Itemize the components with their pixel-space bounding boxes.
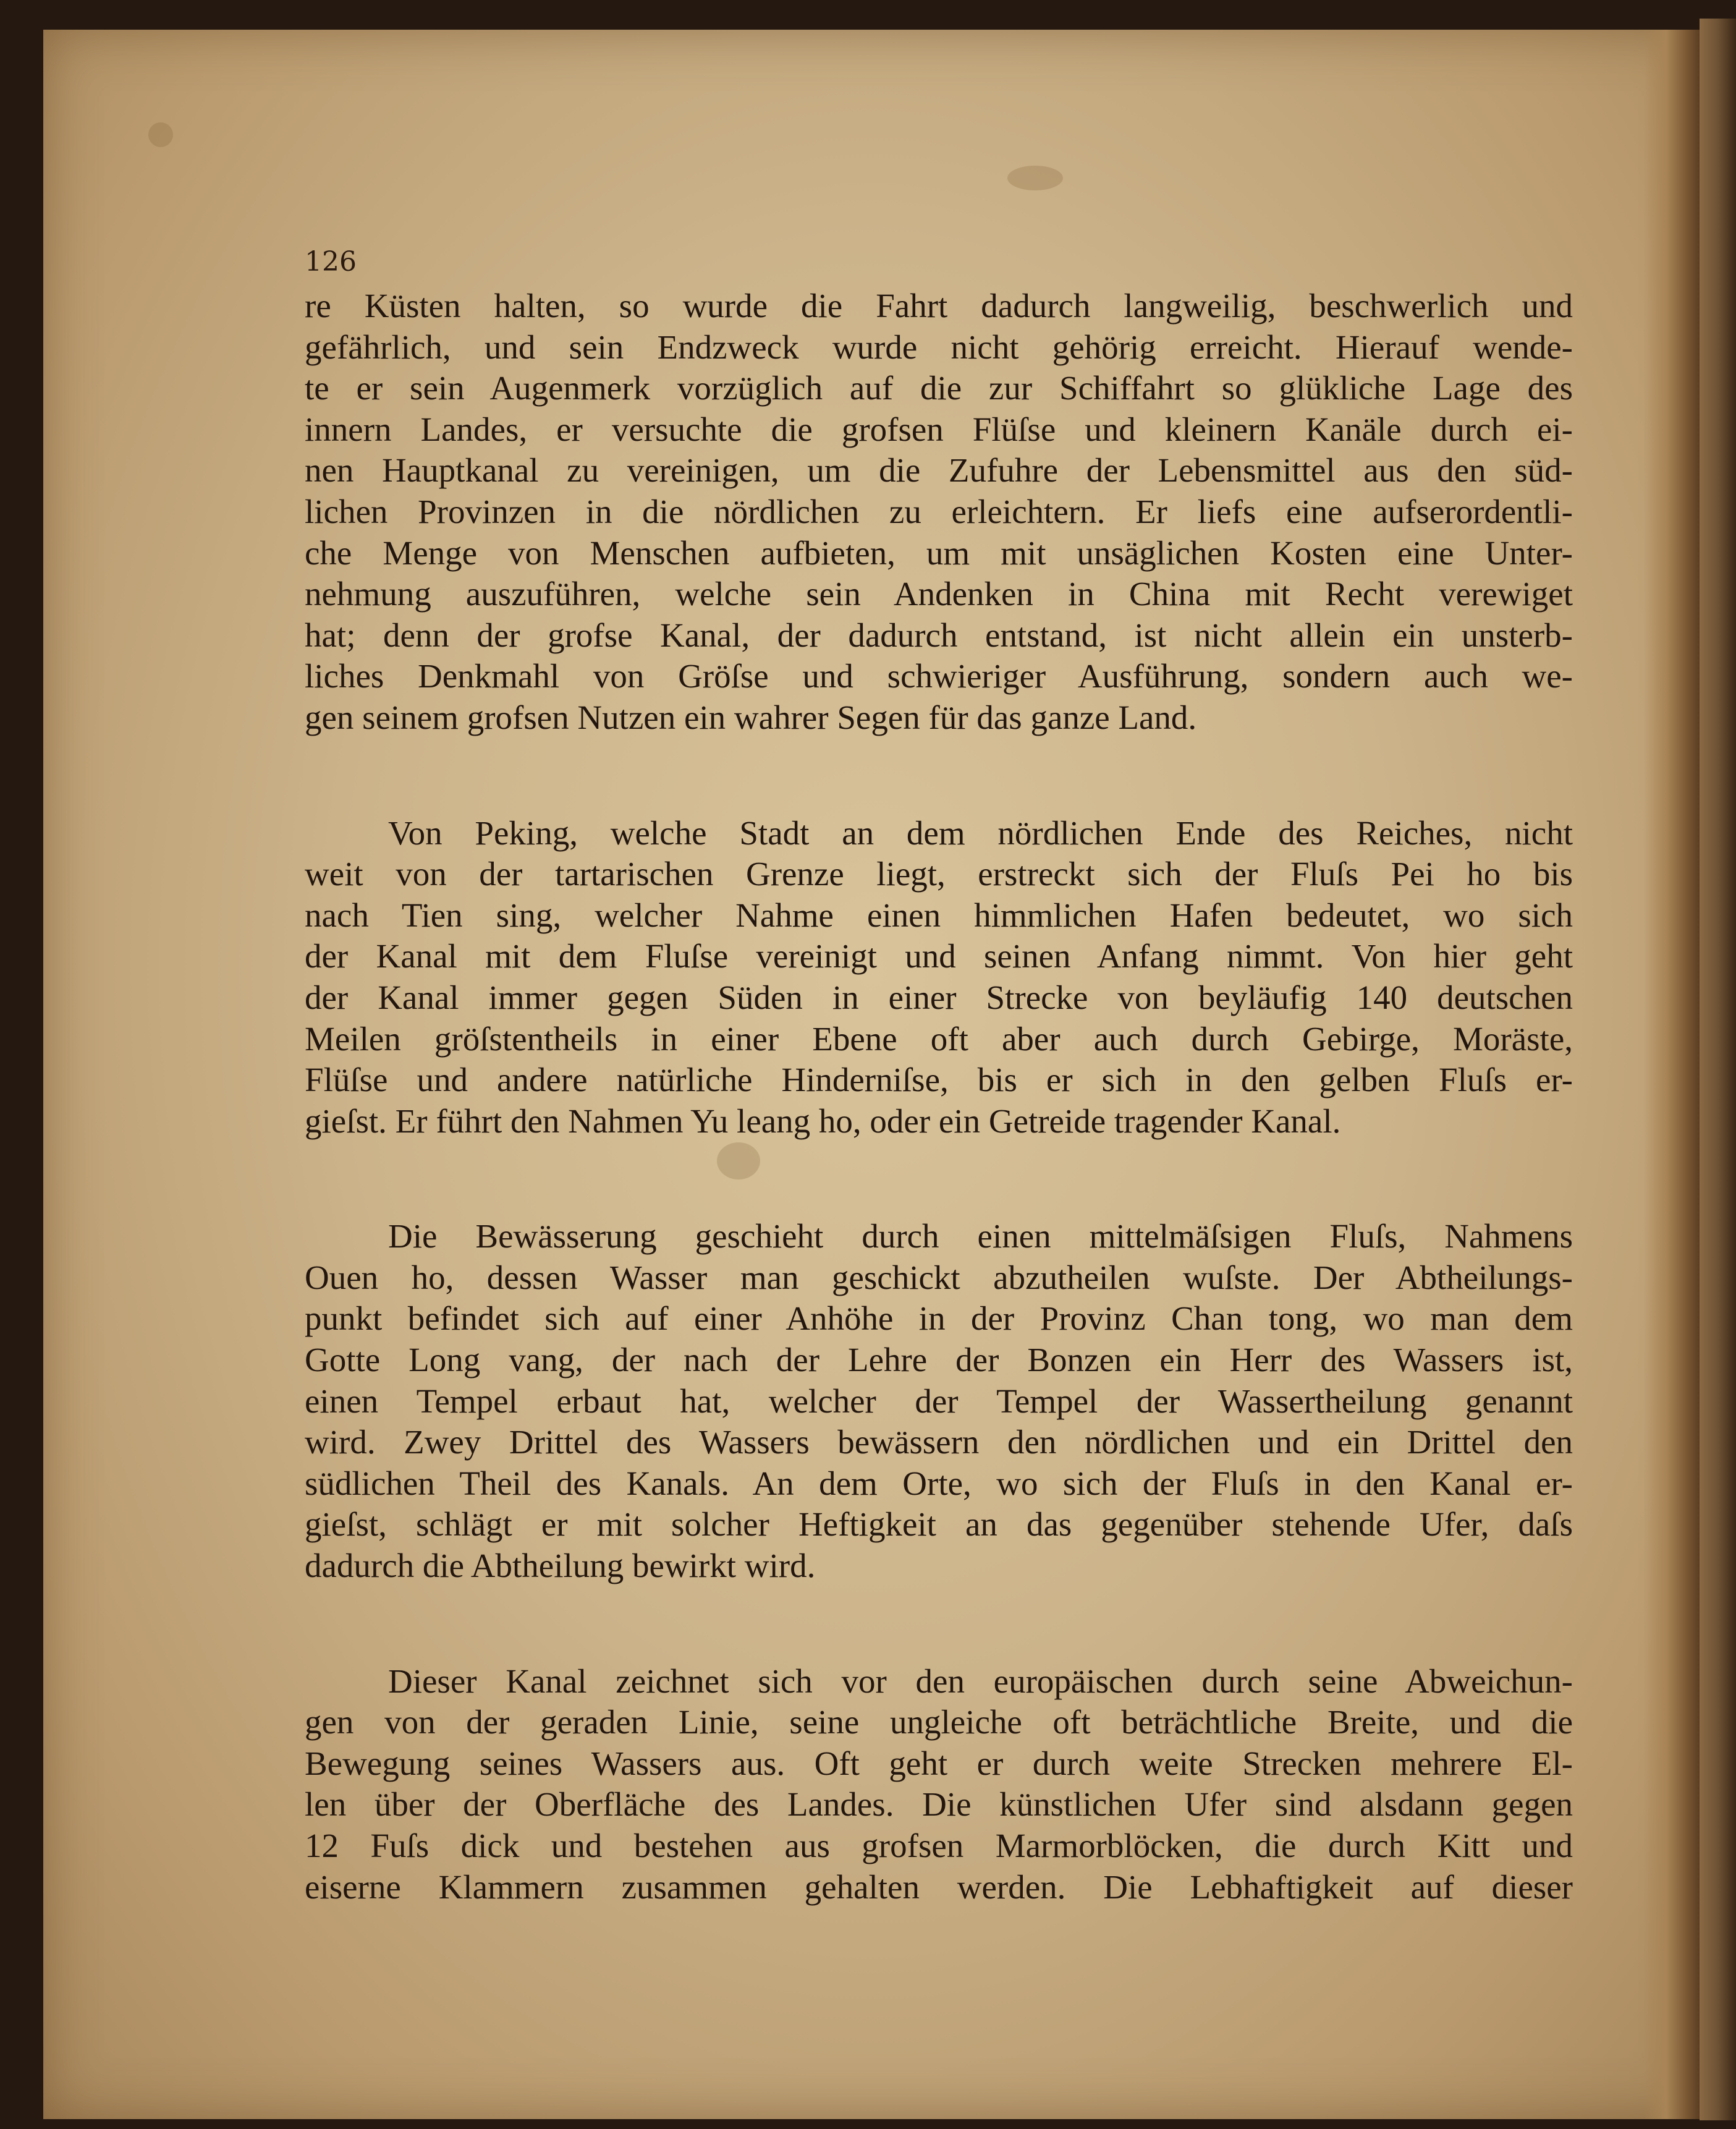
text-line: nehmung auszuführen, welche sein Andenken in China mit Recht verewiget <box>305 575 1573 613</box>
text-line: wird. Zwey Drittel des Wassers bewässern den nördlichen und ein Drittel den <box>305 1423 1573 1461</box>
paper-stain <box>1007 166 1063 190</box>
text-line: che Menge von Menschen aufbieten, um mit unsäglichen Kosten eine Unter- <box>305 533 1573 572</box>
text-line: re Küsten halten, so wurde die Fahrt dadurch langweilig, beschwerlich und <box>305 287 1573 325</box>
text-line: Bewegung seines Wassers aus. Oft geht er durch weite Strecken mehrere El- <box>305 1744 1573 1782</box>
text-line: gen seinem grofsen Nutzen ein wahrer Segen für das ganze Land. <box>305 698 1197 736</box>
text-line: Von Peking, welche Stadt an dem nördlichen Ende des Reiches, nicht <box>388 814 1573 852</box>
text-line: innern Landes, er versuchte die grofsen Flüſse und kleinern Kanäle durch ei- <box>305 410 1573 448</box>
paragraph <box>305 813 1573 1142</box>
text-line: Meilen gröſstentheils in einer Ebene oft aber auch durch Gebirge, Moräste, <box>305 1019 1573 1058</box>
text-line: eiserne Klammern zusammen gehalten werden. Die Lebhaftigkeit auf dieser <box>305 1868 1573 1906</box>
paragraph <box>305 286 1573 739</box>
paragraph-gap <box>305 1587 1573 1661</box>
text-line: dadurch die Abtheilung bewirkt wird. <box>305 1547 816 1585</box>
page-number: 126 <box>305 246 357 278</box>
text-line: gen von der geraden Linie, seine ungleiche oft beträchtliche Breite, und die <box>305 1703 1573 1741</box>
book-edge <box>1700 19 1736 2120</box>
text-line: 12 Fuſs dick und bestehen aus grofsen Marmorblöcken, die durch Kitt und <box>305 1827 1573 1864</box>
text-line: nen Hauptkanal zu vereinigen, um die Zufuhre der Lebensmittel aus den süd- <box>305 451 1573 490</box>
text-line: hat; denn der grofse Kanal, der dadurch entstand, ist nicht allein ein unsterb- <box>305 616 1573 654</box>
text-line: gieſst. Er führt den Nahmen Yu leang ho, oder ein Getreide tragender Kanal. <box>305 1102 1341 1140</box>
text-line: der Kanal immer gegen Süden in einer Strecke von beyläufig 140 deutschen <box>305 978 1573 1016</box>
text-line: gefährlich, und sein Endzweck wurde nicht gehörig erreicht. Hierauf wende- <box>305 328 1573 366</box>
text-line: Flüſse und andere natürliche Hinderniſse, bis er sich in den gelben Fluſs er- <box>305 1061 1573 1099</box>
text-line: punkt befindet sich auf einer Anhöhe in der Provinz Chan tong, wo man dem <box>305 1299 1573 1338</box>
text-line: Ouen ho, dessen Wasser man geschickt abzutheilen wuſste. Der Abtheilungs- <box>305 1258 1573 1296</box>
text-line: liches Denkmahl von Gröſse und schwieriger Ausführung, sondern auch we- <box>305 657 1573 695</box>
text-line: südlichen Theil des Kanals. An dem Orte, wo sich der Fluſs in den Kanal er- <box>305 1464 1573 1502</box>
text-line: gieſst, schlägt er mit solcher Heftigkeit an das gegenüber stehende Ufer, daſs <box>305 1505 1573 1544</box>
page-gutter-shadow <box>1644 30 1700 2119</box>
text-line: Dieser Kanal zeichnet sich vor den europäischen durch seine Abweichun- <box>388 1662 1573 1700</box>
body-text <box>305 286 1573 1908</box>
text-line: te er sein Augenmerk vorzüglich auf die zur Schiffahrt so glükliche Lage des <box>305 369 1573 407</box>
paper-stain <box>148 122 173 147</box>
paragraph-gap <box>305 1142 1573 1216</box>
text-line: lichen Provinzen in die nördlichen zu erleichtern. Er liefs eine aufserordentli- <box>305 492 1573 530</box>
paragraph <box>305 1216 1573 1586</box>
paragraph-gap <box>305 739 1573 813</box>
text-line: weit von der tartarischen Grenze liegt, erstreckt sich der Fluſs Pei ho bis <box>305 855 1573 893</box>
text-line: einen Tempel erbaut hat, welcher der Tempel der Wassertheilung genannt <box>305 1382 1573 1420</box>
text-line: nach Tien sing, welcher Nahme einen himmlichen Hafen bedeutet, wo sich <box>305 896 1573 934</box>
text-line: Gotte Long vang, der nach der Lehre der Bonzen ein Herr des Wassers ist, <box>305 1341 1573 1379</box>
paragraph <box>305 1661 1573 1908</box>
text-line: der Kanal mit dem Fluſse vereinigt und seinen Anfang nimmt. Von hier geht <box>305 937 1573 975</box>
text-line: len über der Oberfläche des Landes. Die künstlichen Ufer sind alsdann gegen <box>305 1785 1573 1824</box>
text-line: Die Bewässerung geschieht durch einen mittelmäſsigen Fluſs, Nahmens <box>388 1217 1573 1256</box>
